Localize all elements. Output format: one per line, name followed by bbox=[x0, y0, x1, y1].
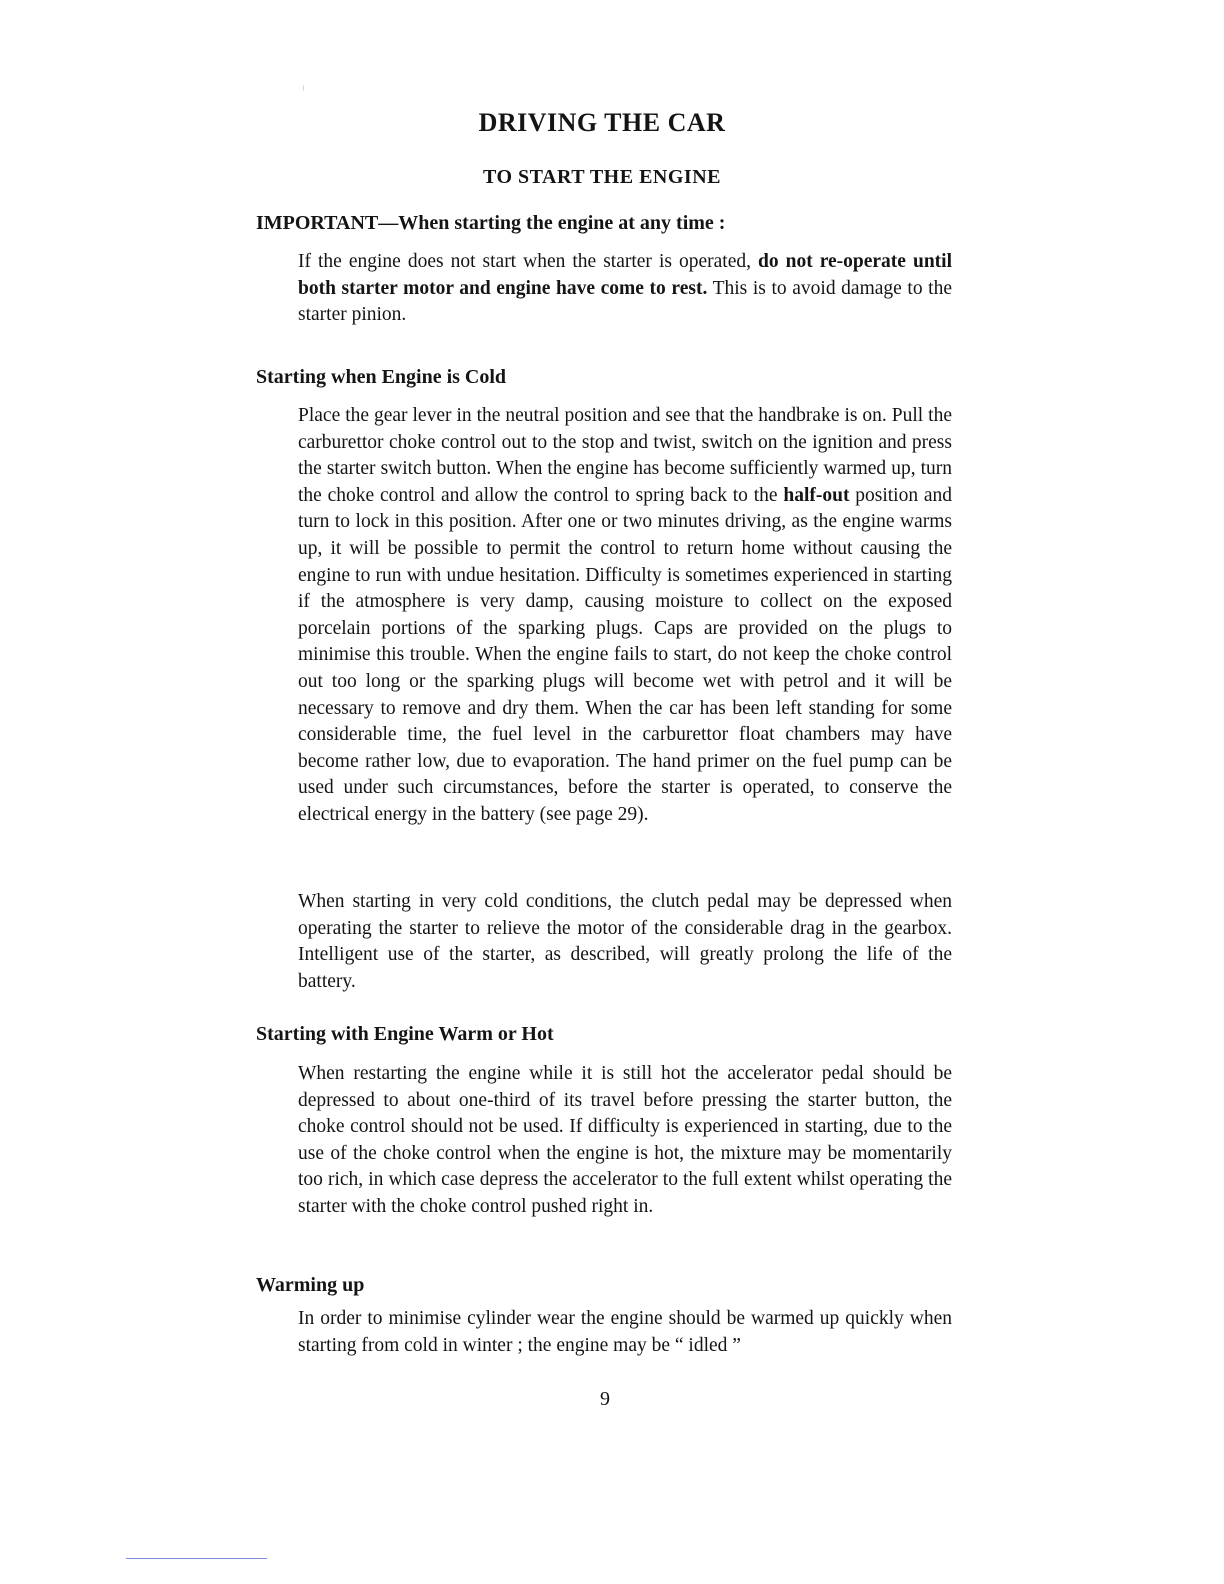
warming-up-paragraph: In order to minimise cylinder wear the engine should be warmed up quickly when starting from cold in winter ; the engine may be “ idled ” bbox=[298, 1308, 952, 1356]
page-number: 9 bbox=[600, 1388, 610, 1410]
section-subtitle: TO START THE ENGINE bbox=[483, 166, 721, 188]
cold-start-paragraph-1 bbox=[298, 403, 952, 829]
footer-rule bbox=[126, 1558, 267, 1559]
cold-start-heading: Starting when Engine is Cold bbox=[256, 366, 507, 388]
cold-text-b: position and turn to lock in this position. After one or two minutes driving, as the engine warms up, it will be possible to permit the control to return home without causing the engine to run with undue hesitation. Difficulty is sometimes experienced in starting if the atmosphere is very damp, causing moisture to collect on the exposed porcelain portions of the sparking plugs. Caps are provided on the plugs to minimise this trouble. When the engine fails to start, do not keep the choke control out too long or the sparking plugs will become wet with petrol and it will be necessary to remove and dry them. When the car has been left standing for some considerable time, the fuel level in the carburettor float chambers may have become rather low, due to evaporation. The hand primer on the fuel pump can be used under such circumstances, before the starter is operated, to conserve the electrical energy in the battery (see page 29). bbox=[298, 484, 953, 825]
cold-bold-text: half-out bbox=[783, 484, 850, 506]
warming-up-heading: Warming up bbox=[256, 1274, 365, 1296]
important-paragraph bbox=[298, 249, 952, 329]
scan-mark bbox=[303, 85, 304, 91]
important-bold-text: do not re-operate until both starter motor and engine have come to rest. bbox=[298, 251, 952, 299]
cold-text-a: Place the gear lever in the neutral position and see that the handbrake is on. Pull the carburettor choke control out to the stop and twist, switch on the ignition and press the starter switch button. When the engine has become sufficiently warmed up, turn the choke control and allow the control to spring back to the bbox=[298, 405, 952, 506]
important-text-2: This is to avoid damage to the starter pinion. bbox=[298, 277, 953, 326]
warm-start-heading: Starting with Engine Warm or Hot bbox=[256, 1023, 554, 1045]
warm-start-paragraph: When restarting the engine while it is still hot the accelerator pedal should be depressed to about one-third of its travel before pressing the starter button, the choke control should not be used. If difficulty is experienced in starting, due to the use of the choke control when the engine is hot, the mixture may be momentarily too rich, in which case depress the accelerator to the full extent whilst operating the starter with the choke control pushed right in. bbox=[298, 1063, 952, 1217]
important-text-1: If the engine does not start when the starter is operated, bbox=[298, 251, 751, 272]
important-heading: IMPORTANT—When starting the engine at any time : bbox=[256, 212, 726, 234]
page-title: DRIVING THE CAR bbox=[478, 108, 726, 137]
cold-start-paragraph-2: When starting in very cold conditions, the clutch pedal may be depressed when operating the starter to relieve the motor of the considerable drag in the gearbox. Intelligent use of the starter, as described, will greatly prolong the life of the battery. bbox=[298, 891, 952, 992]
